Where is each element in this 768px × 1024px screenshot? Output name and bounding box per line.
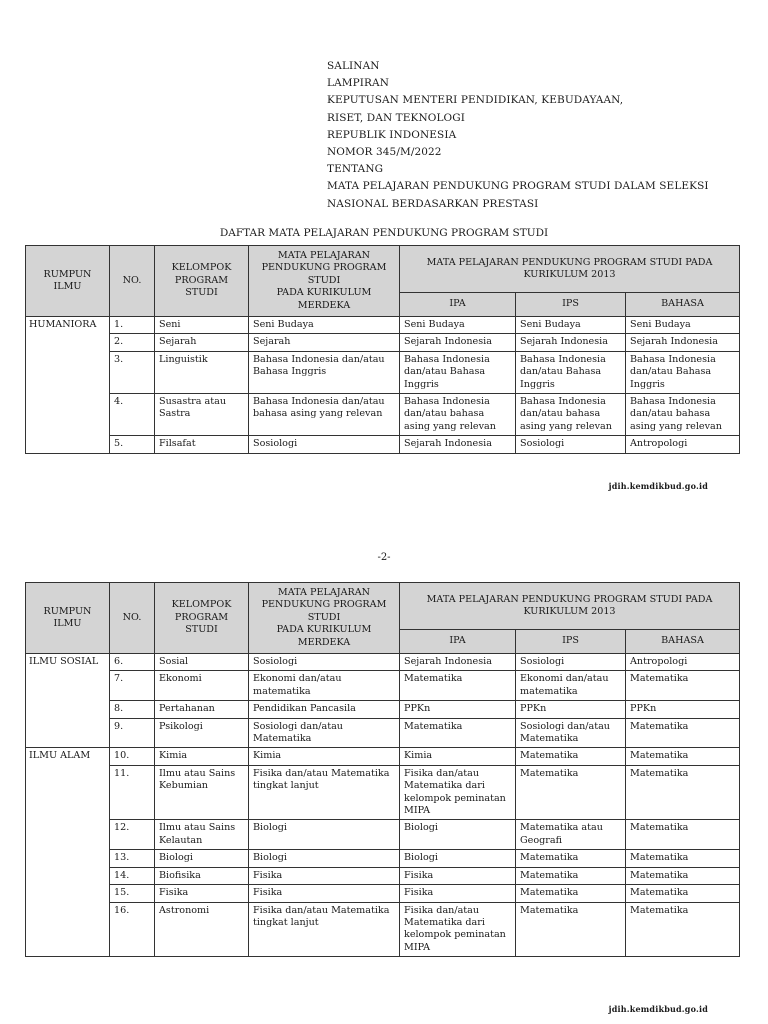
header-line: LAMPIRAN: [327, 77, 389, 90]
cell-ips: Sosiologi dan/atau Matematika: [516, 718, 626, 748]
cell-ips: Sejarah Indonesia: [516, 334, 626, 351]
cell-ipa: Fisika: [400, 885, 516, 902]
document-header: [327, 58, 709, 213]
subject-table-page-2: [25, 582, 740, 957]
header-line: RISET, DAN TEKNOLOGI: [327, 111, 465, 124]
cell-kelompok: Linguistik: [155, 351, 249, 393]
cell-no: 8.: [110, 701, 155, 718]
group-ilmu-alam: ILMU ALAM: [26, 748, 110, 957]
header-kurikulum-merdeka: [249, 583, 400, 654]
cell-ipa: PPKn: [400, 701, 516, 718]
cell-ipa: Bahasa Indonesia dan/atau bahasa asing yang relevan: [400, 394, 516, 436]
cell-ipa: Seni Budaya: [400, 317, 516, 334]
cell-merdeka: Sosiologi dan/atau Matematika: [249, 718, 400, 748]
table-row: [26, 701, 740, 718]
cell-ips: Matematika: [516, 902, 626, 957]
cell-no: 5.: [110, 436, 155, 453]
cell-ips: Matematika: [516, 885, 626, 902]
cell-ipa: Matematika: [400, 718, 516, 748]
cell-ips: Sosiologi: [516, 436, 626, 453]
cell-no: 11.: [110, 765, 155, 820]
cell-kelompok: Astronomi: [155, 902, 249, 957]
cell-kelompok: Seni: [155, 317, 249, 334]
cell-no: 4.: [110, 394, 155, 436]
group-ilmu-sosial: ILMU SOSIAL: [26, 654, 110, 748]
cell-ipa: Biologi: [400, 850, 516, 867]
cell-kelompok: Biofisika: [155, 867, 249, 884]
group-humaniora: HUMANIORA: [26, 317, 110, 454]
cell-ips: Matematika: [516, 867, 626, 884]
cell-bahasa: Seni Budaya: [626, 317, 740, 334]
table-row: [26, 394, 740, 436]
header-kurikulum-2013: MATA PELAJARAN PENDUKUNG PROGRAM STUDI PADA KURIKULUM 2013: [400, 246, 740, 293]
table-row: [26, 334, 740, 351]
cell-merdeka: Fisika: [249, 867, 400, 884]
cell-bahasa: Matematika: [626, 718, 740, 748]
cell-no: 6.: [110, 654, 155, 671]
cell-merdeka: Fisika dan/atau Matematika tingkat lanjut: [249, 765, 400, 820]
cell-ips: Matematika: [516, 765, 626, 820]
cell-ipa: Matematika: [400, 671, 516, 701]
header-ips: IPS: [516, 630, 626, 654]
cell-kelompok: Pertahanan: [155, 701, 249, 718]
header-merdeka-bottom: PADA KURIKULUM MERDEKA: [276, 287, 372, 311]
cell-no: 13.: [110, 850, 155, 867]
cell-ips: Seni Budaya: [516, 317, 626, 334]
cell-bahasa: Bahasa Indonesia dan/atau Bahasa Inggris: [626, 351, 740, 393]
table-row: [26, 885, 740, 902]
cell-merdeka: Pendidikan Pancasila: [249, 701, 400, 718]
table-row: [26, 317, 740, 334]
table-row: [26, 351, 740, 393]
header-merdeka-bottom: PADA KURIKULUM MERDEKA: [276, 624, 372, 648]
header-ips: IPS: [516, 293, 626, 317]
cell-ipa: Sejarah Indonesia: [400, 334, 516, 351]
header-rumpun-ilmu: RUMPUN ILMU: [26, 583, 110, 654]
cell-kelompok: Kimia: [155, 748, 249, 765]
header-kurikulum-2013: MATA PELAJARAN PENDUKUNG PROGRAM STUDI PADA KURIKULUM 2013: [400, 583, 740, 630]
header-no: NO.: [110, 246, 155, 317]
cell-ips: Sosiologi: [516, 654, 626, 671]
table-row: [26, 671, 740, 701]
cell-no: 3.: [110, 351, 155, 393]
table-row: [26, 436, 740, 453]
cell-bahasa: Matematika: [626, 748, 740, 765]
header-line: TENTANG: [327, 163, 384, 176]
cell-ipa: Sejarah Indonesia: [400, 436, 516, 453]
cell-merdeka: Seni Budaya: [249, 317, 400, 334]
cell-ipa: Fisika dan/atau Matematika dari kelompok peminatan MIPA: [400, 765, 516, 820]
footer-url: jdih.kemdikbud.go.id: [608, 481, 708, 491]
cell-kelompok: Sejarah: [155, 334, 249, 351]
header-line: REPUBLIK INDONESIA: [327, 128, 457, 141]
cell-ips: Matematika atau Geografi: [516, 820, 626, 850]
cell-no: 16.: [110, 902, 155, 957]
cell-no: 7.: [110, 671, 155, 701]
cell-bahasa: Matematika: [626, 850, 740, 867]
table-row: [26, 902, 740, 957]
header-line: KEPUTUSAN MENTERI PENDIDIKAN, KEBUDAYAAN,: [327, 94, 624, 107]
header-line: NOMOR 345/M/2022: [327, 146, 442, 159]
cell-merdeka: Sejarah: [249, 334, 400, 351]
header-bahasa: BAHASA: [626, 630, 740, 654]
header-rumpun-ilmu: RUMPUN ILMU: [26, 246, 110, 317]
cell-no: 1.: [110, 317, 155, 334]
cell-merdeka: Sosiologi: [249, 654, 400, 671]
cell-ips: Bahasa Indonesia dan/atau bahasa asing yang relevan: [516, 394, 626, 436]
cell-merdeka: Kimia: [249, 748, 400, 765]
cell-ipa: Fisika: [400, 867, 516, 884]
header-kurikulum-merdeka: [249, 246, 400, 317]
cell-bahasa: Matematika: [626, 765, 740, 820]
table-row: [26, 765, 740, 820]
cell-kelompok: Filsafat: [155, 436, 249, 453]
cell-ipa: Sejarah Indonesia: [400, 654, 516, 671]
cell-bahasa: Matematika: [626, 671, 740, 701]
cell-kelompok: Psikologi: [155, 718, 249, 748]
cell-ipa: Fisika dan/atau Matematika dari kelompok peminatan MIPA: [400, 902, 516, 957]
header-ipa: IPA: [400, 630, 516, 654]
header-kelompok-program-studi: KELOMPOK PROGRAM STUDI: [155, 246, 249, 317]
cell-ipa: Kimia: [400, 748, 516, 765]
table-row: [26, 654, 740, 671]
cell-bahasa: Matematika: [626, 867, 740, 884]
cell-kelompok: Biologi: [155, 850, 249, 867]
cell-bahasa: Sejarah Indonesia: [626, 334, 740, 351]
cell-no: 14.: [110, 867, 155, 884]
cell-merdeka: Fisika dan/atau Matematika tingkat lanjut: [249, 902, 400, 957]
cell-merdeka: Bahasa Indonesia dan/atau Bahasa Inggris: [249, 351, 400, 393]
cell-no: 15.: [110, 885, 155, 902]
cell-kelompok: Sosial: [155, 654, 249, 671]
cell-ips: Matematika: [516, 748, 626, 765]
cell-kelompok: Fisika: [155, 885, 249, 902]
cell-no: 12.: [110, 820, 155, 850]
header-line: MATA PELAJARAN PENDUKUNG PROGRAM STUDI DALAM SELEKSI: [327, 180, 709, 193]
cell-bahasa: Antropologi: [626, 436, 740, 453]
cell-ips: Matematika: [516, 850, 626, 867]
cell-kelompok: Susastra atau Sastra: [155, 394, 249, 436]
table-row: [26, 850, 740, 867]
cell-ipa: Bahasa Indonesia dan/atau Bahasa Inggris: [400, 351, 516, 393]
cell-bahasa: Bahasa Indonesia dan/atau bahasa asing yang relevan: [626, 394, 740, 436]
header-merdeka-top: MATA PELAJARAN PENDUKUNG PROGRAM STUDI: [261, 249, 387, 286]
header-kelompok-program-studi: KELOMPOK PROGRAM STUDI: [155, 583, 249, 654]
cell-merdeka: Biologi: [249, 850, 400, 867]
cell-kelompok: Ilmu atau Sains Kelautan: [155, 820, 249, 850]
cell-bahasa: Antropologi: [626, 654, 740, 671]
header-line: NASIONAL BERDASARKAN PRESTASI: [327, 197, 539, 210]
cell-merdeka: Fisika: [249, 885, 400, 902]
cell-no: 2.: [110, 334, 155, 351]
table-row: [26, 867, 740, 884]
table-row: [26, 820, 740, 850]
cell-ips: Ekonomi dan/atau matematika: [516, 671, 626, 701]
cell-no: 10.: [110, 748, 155, 765]
footer-url: jdih.kemdikbud.go.id: [608, 1004, 708, 1014]
header-ipa: IPA: [400, 293, 516, 317]
cell-bahasa: Matematika: [626, 820, 740, 850]
cell-bahasa: Matematika: [626, 885, 740, 902]
cell-merdeka: Bahasa Indonesia dan/atau bahasa asing yang relevan: [249, 394, 400, 436]
cell-ips: PPKn: [516, 701, 626, 718]
cell-ips: Bahasa Indonesia dan/atau Bahasa Inggris: [516, 351, 626, 393]
header-no: NO.: [110, 583, 155, 654]
cell-bahasa: PPKn: [626, 701, 740, 718]
cell-merdeka: Sosiologi: [249, 436, 400, 453]
header-line: SALINAN: [327, 60, 380, 72]
cell-kelompok: Ekonomi: [155, 671, 249, 701]
subject-table-page-1: [25, 245, 740, 454]
cell-kelompok: Ilmu atau Sains Kebumian: [155, 765, 249, 820]
table-row: [26, 718, 740, 748]
cell-bahasa: Matematika: [626, 902, 740, 957]
page-number: -2-: [377, 552, 391, 563]
cell-ipa: Biologi: [400, 820, 516, 850]
header-merdeka-top: MATA PELAJARAN PENDUKUNG PROGRAM STUDI: [261, 586, 387, 623]
cell-merdeka: Ekonomi dan/atau matematika: [249, 671, 400, 701]
document-title: DAFTAR MATA PELAJARAN PENDUKUNG PROGRAM STUDI: [219, 227, 549, 239]
table-row: [26, 748, 740, 765]
cell-merdeka: Biologi: [249, 820, 400, 850]
header-bahasa: BAHASA: [626, 293, 740, 317]
cell-no: 9.: [110, 718, 155, 748]
